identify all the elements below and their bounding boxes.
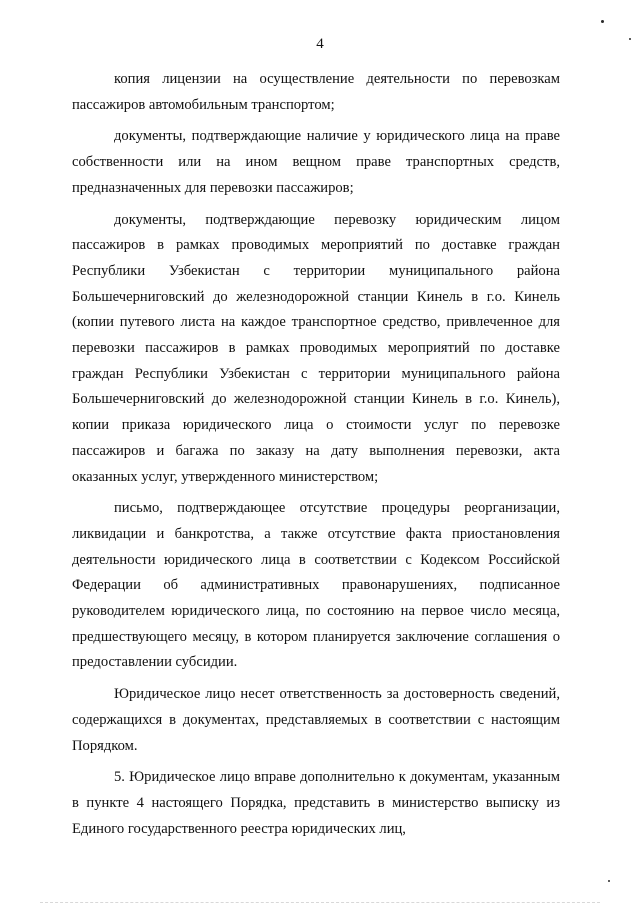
scan-edge-line xyxy=(40,902,600,903)
page-number: 4 xyxy=(316,36,324,52)
paragraph-item-5: 5. Юридическое лицо вправе дополнительно к документам, указанным в пункте 4 настоящего Порядка, представить в министерство выписку из Единого государственного реестра юридических лиц, xyxy=(72,769,560,837)
paragraph-vehicle-ownership: документы, подтверждающие наличие у юридического лица на праве собственности или на ином вещном праве транспортных средств, предназначенных для перевозки пассажиров; xyxy=(72,128,560,196)
scan-speck xyxy=(601,20,604,23)
paragraph-license-copy: копия лицензии на осуществление деятельности по перевозкам пассажиров автомобильным транспортом; xyxy=(72,71,560,113)
paragraph-responsibility: Юридическое лицо несет ответственность за достоверность сведений, содержащихся в документах, представляемых в соответствии с настоящим Порядком. xyxy=(72,686,560,754)
paragraph-no-reorganization-letter: письмо, подтверждающее отсутствие процедуры реорганизации, ликвидации и банкротства, а также отсутствие факта приостановления деятельности юридического лица в соответствии с Кодексом Российской Федерации об административных правонарушениях, подписанное руководителем юридического лица, по состоянию на первое число месяца, предшествующего месяцу, в котором планируется заключение соглашения о предоставлении субсидии. xyxy=(72,500,560,671)
scan-speck xyxy=(608,880,610,882)
document-body xyxy=(72,67,560,842)
paragraph-transport-documents: документы, подтверждающие перевозку юридическим лицом пассажиров в рамках проводимых мероприятий по доставке граждан Республики Узбекистан с территории муниципального района Большечерниговский до железнодорожной станции Кинель в г.о. Кинель (копии путевого листа на каждое транспортное средство, привлеченное для перевозки пассажиров в рамках проводимых мероприятий по доставке граждан Республики Узбекистан с территории муниципального района Большечерниговский до железнодорожной станции Кинель в г.о. Кинель), копии приказа юридического лица о стоимости услуг по перевозке пассажиров и багажа по заказу на дату выполнения перевозки, акта оказанных услуг, утвержденного министерством; xyxy=(72,211,560,485)
